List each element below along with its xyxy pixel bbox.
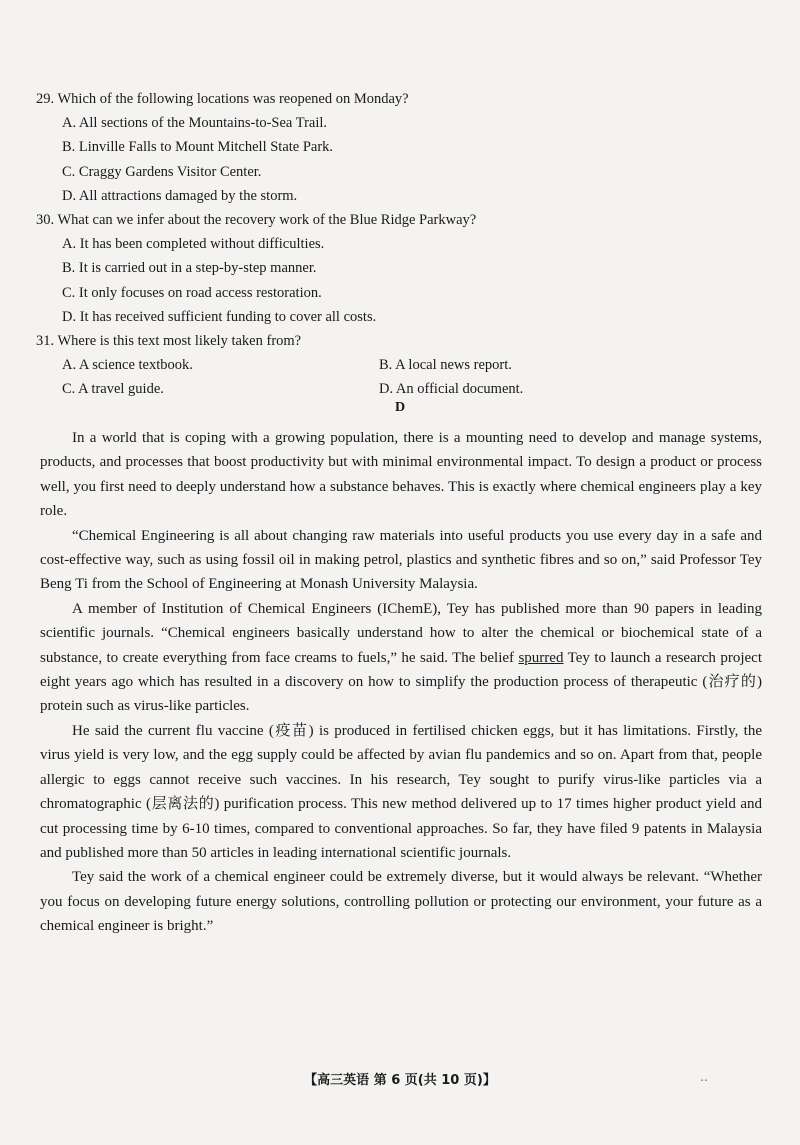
question-30-option-c: C. It only focuses on road access restoration.: [62, 284, 322, 301]
question-29-option-a: A. All sections of the Mountains-to-Sea Trail.: [62, 115, 328, 132]
reading-passage: [40, 426, 762, 939]
question-31-option-c: C. A travel guide.: [62, 381, 164, 398]
question-30-option-a: A. It has been completed without difficulties.: [62, 236, 325, 253]
question-30-option-d: D. It has received sufficient funding to cover all costs.: [62, 308, 377, 325]
question-30-stem: 30. What can we infer about the recovery work of the Blue Ridge Parkway?: [36, 212, 477, 229]
section-title: D: [394, 400, 406, 415]
underlined-word: spurred: [518, 649, 564, 666]
question-30-option-b: B. It is carried out in a step-by-step manner.: [62, 260, 317, 277]
question-31-option-a: A. A science textbook.: [62, 357, 193, 374]
question-29-option-b: B. Linville Falls to Mount Mitchell State Park.: [62, 139, 334, 156]
passage-paragraph-3-part-2: Tey to launch a research project eight years ago which has resulted in a discovery on how to simplify the production process of therapeutic (治疗的) protein such as virus-like particles.: [40, 649, 762, 715]
question-31-option-b: B. A local news report.: [379, 357, 512, 374]
passage-paragraph-3-part-1: A member of Institution of Chemical Engineers (IChemE), Tey has published more than 90 papers in leading scientific journals. “Chemical engineers basically understand how to alter the chemical or biochemical state of a substance, to create everything from face creams to fuels,” he said. The belief: [40, 600, 762, 666]
question-29-option-c: C. Craggy Gardens Visitor Center.: [62, 163, 262, 180]
passage-paragraph-4: He said the current flu vaccine (疫苗) is produced in fertilised chicken eggs, but it has limitations. Firstly, the virus yield is very low, and the egg supply could be affected by avian flu pandemics and so on. Apart from that, people allergic to eggs cannot receive such vaccines. In his research, Tey sought to purify virus-like particles via a chromatographic (层离法的) purification process. This new method delivered up to 17 times higher product yield and cut processing time by 6-10 times, compared to conventional approaches. So far, they have filed 9 patents in Malaysia and published more than 50 articles in leading international scientific journals.: [40, 722, 762, 861]
question-31-options-row-2: [36, 377, 766, 401]
question-29-stem: 29. Which of the following locations was reopened on Monday?: [36, 91, 409, 107]
question-29-option-d: D. All attractions damaged by the storm.: [62, 187, 298, 204]
question-31-option-d: D. An official document.: [379, 381, 524, 398]
passage-paragraph-1: In a world that is coping with a growing population, there is a mounting need to develop and manage systems, products, and processes that boost productivity but with minimal environmental impact. To design a product or process well, you first need to deeply understand how a substance behaves. This is exactly where chemical engineers play a key role.: [40, 430, 762, 520]
passage-paragraph-5: Tey said the work of a chemical engineer could be extremely diverse, but it would always be relevant. “Whether you focus on developing future energy solutions, controlling pollution or protecting our environment, your future as a chemical engineer is bright.”: [40, 869, 762, 935]
passage-paragraph-3: [40, 597, 762, 719]
footer-dots: ‥: [700, 1070, 709, 1084]
page-footer: 【高三英语 第 6 页(共 10 页)】: [304, 1073, 496, 1088]
question-31-options-row-1: [36, 353, 766, 377]
question-31-stem: 31. Where is this text most likely taken from?: [36, 333, 302, 350]
question-block: [36, 87, 766, 402]
passage-paragraph-2: “Chemical Engineering is all about changing raw materials into useful products you use every day in a safe and cost-effective way, such as using fossil oil in making petrol, plastics and synthetic fibres and so on,” said Professor Tey Beng Ti from the School of Engineering at Monash University Malaysia.: [40, 527, 762, 593]
